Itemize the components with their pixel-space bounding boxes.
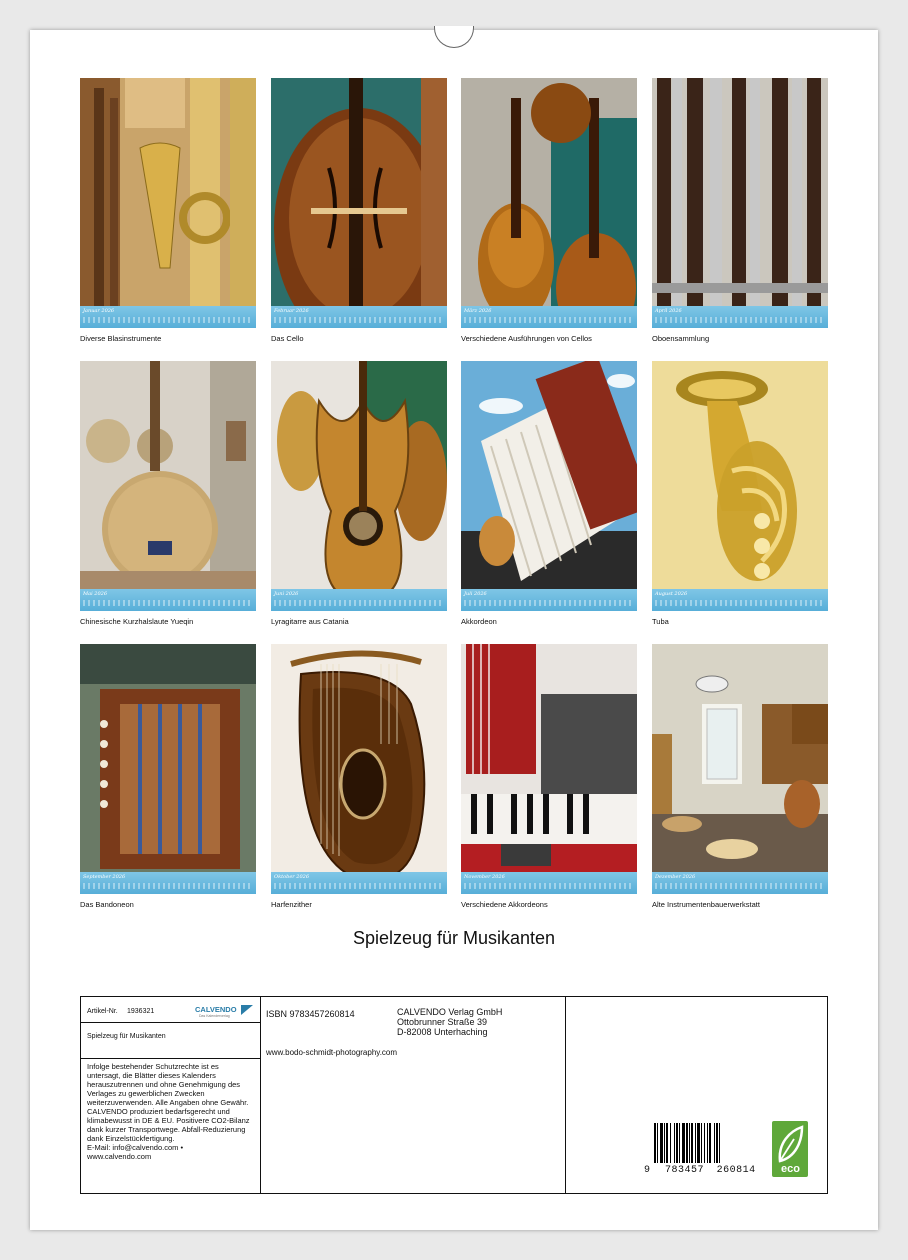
info-column-left [81, 997, 261, 1193]
eco-text: CALVENDO produziert bedarfsgerecht und klimabewusst in DE & EU. Positivere CO2-Bilanz dank kurzer Transportwege. Abfall-Reduzierung dank Einzelstückfertigung. [87, 1107, 250, 1143]
month-tile [271, 361, 447, 626]
month-photo-art [80, 644, 256, 894]
day-row [83, 883, 253, 889]
publisher-name: CALVENDO Verlag GmbH [397, 1007, 503, 1017]
barcode [654, 1123, 742, 1163]
month-photo-art [271, 644, 447, 894]
legal-text [81, 1059, 260, 1164]
month-photo-art [271, 78, 447, 328]
month-tile [461, 644, 637, 909]
calendar-title: Spielzeug für Musikanten [352, 928, 556, 948]
product-title-row [81, 1023, 260, 1059]
calvendo-logo: CALVENDO [195, 1005, 237, 1014]
calendar-strip [461, 306, 637, 328]
month-tile [271, 78, 447, 343]
day-row [464, 317, 634, 323]
month-caption: Tuba [652, 617, 669, 626]
month-label: Mai 2026 [83, 591, 108, 597]
month-photo [461, 78, 637, 328]
month-caption: Verschiedene Ausführungen von Cellos [461, 334, 592, 343]
day-row [655, 883, 825, 889]
email-text: E-Mail: info@calvendo.com • [87, 1143, 184, 1152]
month-caption: Oboensammlung [652, 334, 710, 343]
calvendo-logo-tagline: Das Kalenderverlag [199, 1014, 230, 1018]
article-label: Artikel-Nr. [87, 1008, 118, 1015]
month-label: Oktober 2026 [274, 874, 310, 880]
month-photo [80, 78, 256, 328]
month-photo [652, 361, 828, 611]
calendar-strip [461, 589, 637, 611]
month-label: August 2026 [655, 591, 688, 597]
web-text: www.calvendo.com [87, 1152, 152, 1161]
month-caption: Lyragitarre aus Catania [271, 617, 349, 626]
info-column-right [566, 997, 826, 1193]
month-label: November 2026 [464, 874, 505, 880]
barcode-digit-first: 9 [644, 1165, 651, 1176]
month-label: Juli 2026 [464, 591, 487, 597]
month-photo [271, 361, 447, 611]
month-photo-art [461, 644, 637, 894]
month-photo-art [652, 361, 828, 611]
day-row [464, 600, 634, 606]
month-photo [461, 361, 637, 611]
month-caption: Chinesische Kurzhalslaute Yueqin [80, 617, 194, 626]
calendar-strip [80, 872, 256, 894]
day-row [464, 883, 634, 889]
month-tile [80, 78, 256, 343]
photographer-url: www.bodo-schmidt-photography.com [266, 1048, 398, 1057]
calvendo-logo-icon [241, 1005, 253, 1015]
day-row [655, 317, 825, 323]
eco-badge [772, 1121, 808, 1177]
calendar-strip [80, 589, 256, 611]
month-tile [80, 644, 256, 909]
month-caption: Akkordeon [461, 617, 497, 626]
calendar-strip [652, 589, 828, 611]
month-photo [80, 361, 256, 611]
calendar-strip [271, 872, 447, 894]
month-photo-art [80, 361, 256, 611]
publisher-street: Ottobrunner Straße 39 [397, 1017, 488, 1027]
month-label: Januar 2026 [83, 308, 115, 314]
month-caption: Das Bandoneon [80, 900, 134, 909]
month-photo-art [271, 361, 447, 611]
month-photo-art [80, 78, 256, 328]
month-photo [80, 644, 256, 894]
month-caption: Diverse Blasinstrumente [80, 334, 162, 343]
day-row [274, 317, 444, 323]
month-caption: Alte Instrumentenbauerwerkstatt [652, 900, 760, 909]
month-photo-art [461, 78, 637, 328]
month-tile [652, 361, 828, 626]
month-label: Februar 2026 [274, 308, 309, 314]
month-label: März 2026 [464, 308, 492, 314]
article-row [81, 997, 260, 1023]
barcode-digits-last: 260814 [716, 1165, 756, 1176]
day-row [83, 317, 253, 323]
month-tile [461, 78, 637, 343]
article-number: 1936321 [127, 1008, 155, 1015]
isbn: ISBN 9783457260814 [266, 1009, 355, 1019]
day-row [274, 600, 444, 606]
month-photo [271, 78, 447, 328]
month-photo [652, 78, 828, 328]
month-tile [80, 361, 256, 626]
publisher-address [397, 1007, 502, 1037]
info-column-middle [261, 997, 566, 1193]
month-caption: Verschiedene Akkordeons [461, 900, 548, 909]
month-photo [271, 644, 447, 894]
calendar-strip [80, 306, 256, 328]
day-row [655, 600, 825, 606]
month-tile [652, 78, 828, 343]
barcode-digits-mid: 783457 [665, 1165, 705, 1176]
month-caption: Harfenzither [271, 900, 312, 909]
day-row [274, 883, 444, 889]
month-tile [271, 644, 447, 909]
product-title: Spielzeug für Musikanten [87, 1033, 166, 1040]
month-tile [652, 644, 828, 909]
calendar-strip [652, 872, 828, 894]
month-photo-art [652, 78, 828, 328]
month-label: April 2026 [655, 308, 682, 314]
month-label: Juni 2026 [274, 591, 299, 597]
month-photo-art [652, 644, 828, 894]
month-label: Dezember 2026 [655, 874, 696, 880]
disclaimer-text: Infolge bestehender Schutzrechte ist es untersagt, die Blätter dieses Kalenders herauszutrennen und ohne Genehmigung des Verlages zu gewerblichen Zwecken weiterzuverwenden. Alle Angaben ohne Gewähr. [87, 1062, 249, 1107]
day-row [83, 600, 253, 606]
barcode-digits [644, 1165, 756, 1176]
calendar-strip [461, 872, 637, 894]
calendar-strip [271, 306, 447, 328]
month-label: September 2026 [83, 874, 126, 880]
month-photo [652, 644, 828, 894]
info-box [80, 996, 828, 1194]
month-caption: Das Cello [271, 334, 304, 343]
month-photo-art [461, 361, 637, 611]
eco-label: eco [781, 1163, 800, 1175]
publisher-city: D-82008 Unterhaching [397, 1027, 488, 1037]
month-tile [461, 361, 637, 626]
calendar-strip [652, 306, 828, 328]
calendar-strip [271, 589, 447, 611]
month-photo [461, 644, 637, 894]
